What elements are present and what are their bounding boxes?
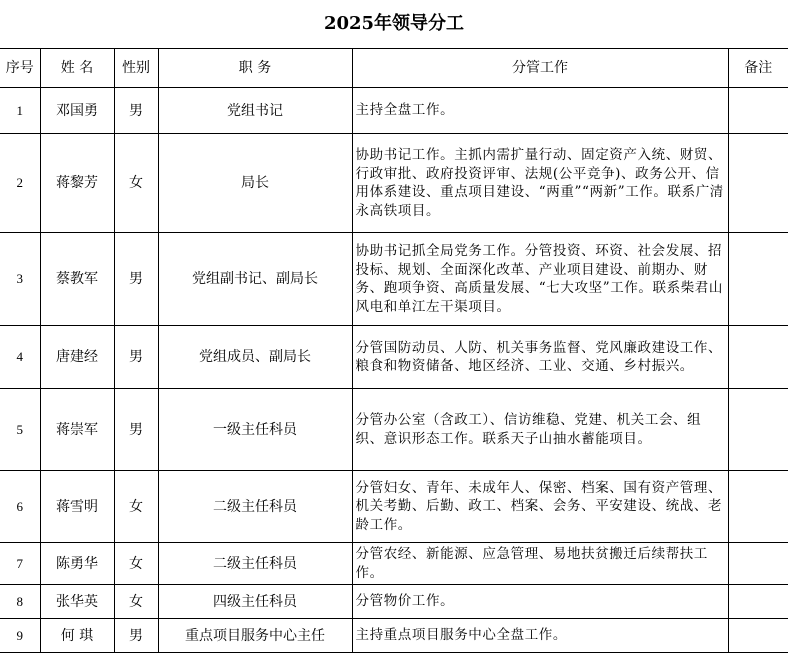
row-gender: 女 <box>114 585 158 619</box>
table-row <box>0 88 788 134</box>
table-row <box>0 134 788 233</box>
header-gender: 性别 <box>114 49 158 88</box>
table-row <box>0 233 788 326</box>
row-name: 何 琪 <box>40 619 114 653</box>
row-name: 陈勇华 <box>40 543 114 585</box>
row-duties: 分管办公室（含政工）、信访维稳、党建、机关工会、组织、意识形态工作。联系天子山抽水蓄能项目。 <box>352 389 728 471</box>
row-duties: 协助书记工作。主抓内需扩量行动、固定资产入统、财贸、行政审批、政府投资评审、法规(公平竞争)、政务公开、信用体系建设、重点项目建设、“两重”“两新”工作。联系广清永高铁项目。 <box>352 134 728 233</box>
table-row <box>0 543 788 585</box>
row-index: 3 <box>0 233 40 326</box>
row-duties: 分管农经、新能源、应急管理、易地扶贫搬迁后续帮扶工作。 <box>352 543 728 585</box>
row-name: 蒋黎芳 <box>40 134 114 233</box>
row-position: 党组书记 <box>158 88 352 134</box>
row-gender: 男 <box>114 326 158 389</box>
row-gender: 女 <box>114 134 158 233</box>
row-position: 四级主任科员 <box>158 585 352 619</box>
row-duties: 分管物价工作。 <box>352 585 728 619</box>
row-notes <box>728 326 788 389</box>
row-name: 张华英 <box>40 585 114 619</box>
table-row <box>0 471 788 543</box>
row-name: 蒋崇军 <box>40 389 114 471</box>
row-notes <box>728 88 788 134</box>
row-duties: 协助书记抓全局党务工作。分管投资、环资、社会发展、招投标、规划、全面深化改革、产业项目建设、前期办、财务、跑项争资、高质量发展、“七大攻坚”工作。联系柴君山风电和单江左干渠项目。 <box>352 233 728 326</box>
row-gender: 女 <box>114 471 158 543</box>
row-duties: 主持全盘工作。 <box>352 88 728 134</box>
header-duties: 分管工作 <box>352 49 728 88</box>
header-notes: 备注 <box>728 49 788 88</box>
row-position: 二级主任科员 <box>158 471 352 543</box>
table-row <box>0 326 788 389</box>
row-index: 8 <box>0 585 40 619</box>
row-position: 二级主任科员 <box>158 543 352 585</box>
row-duties: 分管妇女、青年、未成年人、保密、档案、国有资产管理、机关考勤、后勤、政工、档案、会务、平安建设、统战、老龄工作。 <box>352 471 728 543</box>
table-header-row <box>0 49 788 88</box>
header-name: 姓 名 <box>40 49 114 88</box>
row-notes <box>728 134 788 233</box>
document-title: 2025年领导分工 <box>0 0 788 49</box>
row-index: 5 <box>0 389 40 471</box>
row-gender: 男 <box>114 619 158 653</box>
row-position: 局长 <box>158 134 352 233</box>
row-position: 党组副书记、副局长 <box>158 233 352 326</box>
table-row <box>0 585 788 619</box>
row-name: 唐建经 <box>40 326 114 389</box>
row-gender: 女 <box>114 543 158 585</box>
row-index: 7 <box>0 543 40 585</box>
table-row <box>0 389 788 471</box>
row-duties: 分管国防动员、人防、机关事务监督、党风廉政建设工作、粮食和物资储备、地区经济、工业、交通、乡村振兴。 <box>352 326 728 389</box>
row-notes <box>728 619 788 653</box>
row-notes <box>728 543 788 585</box>
row-name: 邓国勇 <box>40 88 114 134</box>
header-index: 序号 <box>0 49 40 88</box>
row-index: 9 <box>0 619 40 653</box>
table-row <box>0 619 788 653</box>
row-notes <box>728 233 788 326</box>
header-position: 职 务 <box>158 49 352 88</box>
row-position: 重点项目服务中心主任 <box>158 619 352 653</box>
row-notes <box>728 389 788 471</box>
row-notes <box>728 585 788 619</box>
row-position: 党组成员、副局长 <box>158 326 352 389</box>
row-notes <box>728 471 788 543</box>
row-index: 4 <box>0 326 40 389</box>
row-index: 1 <box>0 88 40 134</box>
row-index: 6 <box>0 471 40 543</box>
row-name: 蔡教军 <box>40 233 114 326</box>
row-gender: 男 <box>114 88 158 134</box>
row-duties: 主持重点项目服务中心全盘工作。 <box>352 619 728 653</box>
row-index: 2 <box>0 134 40 233</box>
leadership-table <box>0 49 788 653</box>
row-name: 蒋雪明 <box>40 471 114 543</box>
row-gender: 男 <box>114 233 158 326</box>
row-position: 一级主任科员 <box>158 389 352 471</box>
row-gender: 男 <box>114 389 158 471</box>
